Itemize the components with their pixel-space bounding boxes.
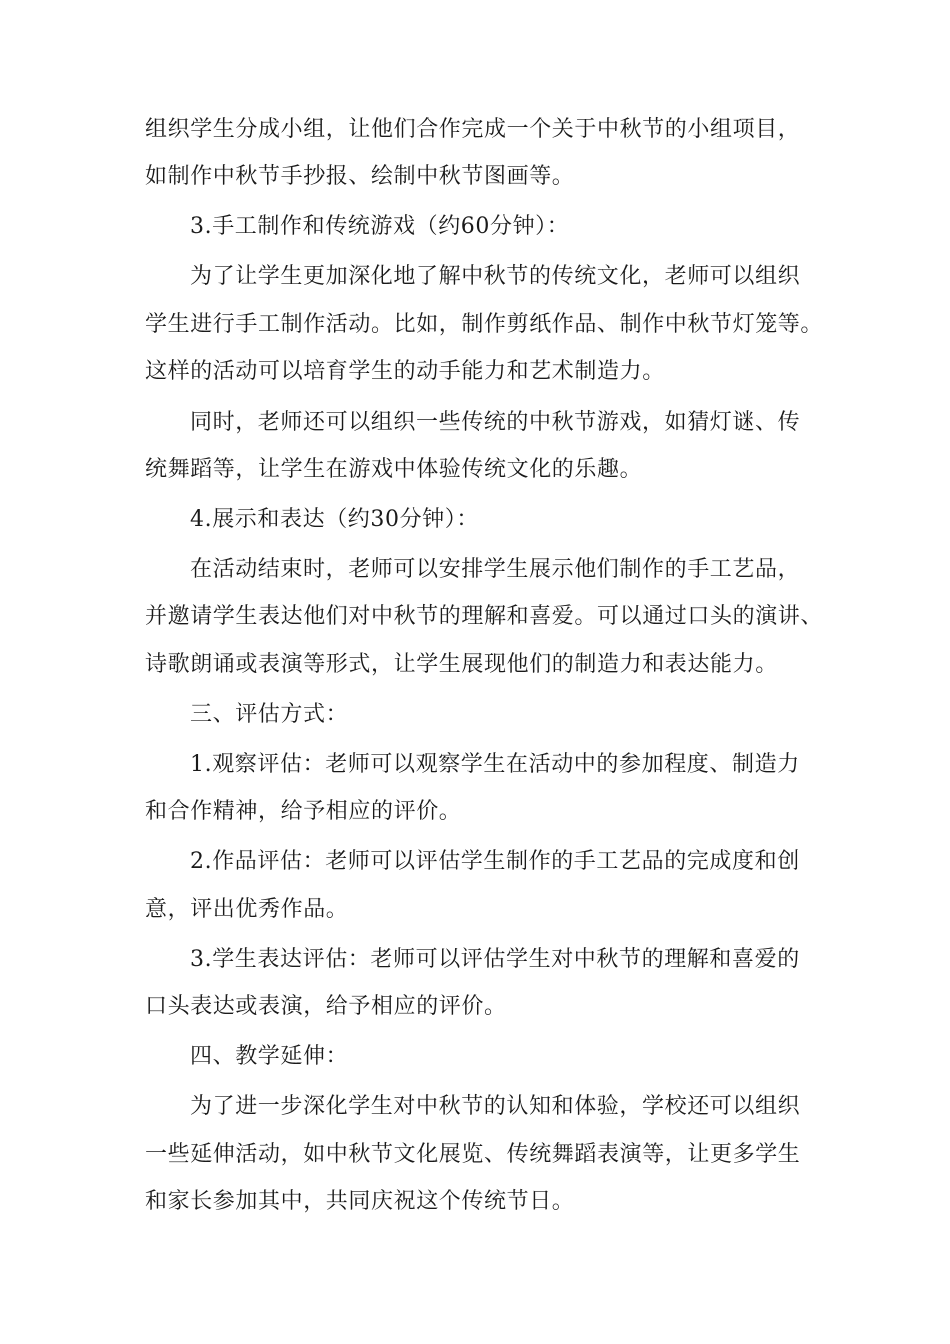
paragraph-line: 和合作精神，给予相应的评价。: [145, 799, 462, 824]
paragraph-line: 并邀请学生表达他们对中秋节的理解和喜爱。可以通过口头的演讲、: [145, 604, 824, 629]
paragraph-line: 统舞蹈等，让学生在游戏中体验传统文化的乐趣。: [145, 457, 643, 482]
paragraph-line: 如制作中秋节手抄报、绘制中秋节图画等。: [145, 164, 575, 189]
paragraph-line: 同时，老师还可以组织一些传统的中秋节游戏，如猜灯谜、传: [190, 410, 801, 435]
section-heading: 3.手工制作和传统游戏（约60分钟）：: [190, 214, 570, 239]
paragraph-line: 一些延伸活动，如中秋节文化展览、传统舞蹈表演等，让更多学生: [145, 1142, 801, 1167]
paragraph-line: 在活动结束时，老师可以安排学生展示他们制作的手工艺品，: [190, 557, 801, 582]
paragraph-line: 和家长参加其中，共同庆祝这个传统节日。: [145, 1189, 575, 1214]
paragraph-line: 口头表达或表演，给予相应的评价。: [145, 994, 507, 1019]
section-heading: 三、评估方式：: [190, 702, 349, 727]
paragraph-line: 1.观察评估：老师可以观察学生在活动中的参加程度、制造力: [190, 752, 800, 777]
paragraph-line: 组织学生分成小组，让他们合作完成一个关于中秋节的小组项目，: [145, 117, 801, 142]
section-heading: 四、教学延伸：: [190, 1044, 349, 1069]
paragraph-line: 这样的活动可以培育学生的动手能力和艺术制造力。: [145, 359, 665, 384]
section-heading: 4.展示和表达（约30分钟）：: [190, 507, 479, 532]
paragraph-line: 2.作品评估：老师可以评估学生制作的手工艺品的完成度和创: [190, 849, 800, 874]
paragraph-line: 为了让学生更加深化地了解中秋节的传统文化，老师可以组织: [190, 264, 801, 289]
paragraph-line: 为了进一步深化学生对中秋节的认知和体验，学校还可以组织: [190, 1094, 801, 1119]
paragraph-line: 3.学生表达评估：老师可以评估学生对中秋节的理解和喜爱的: [190, 947, 800, 972]
paragraph-line: 意，评出优秀作品。: [145, 897, 349, 922]
paragraph-line: 诗歌朗诵或表演等形式，让学生展现他们的制造力和表达能力。: [145, 652, 778, 677]
paragraph-line: 学生进行手工制作活动。比如，制作剪纸作品、制作中秋节灯笼等。: [145, 312, 824, 337]
